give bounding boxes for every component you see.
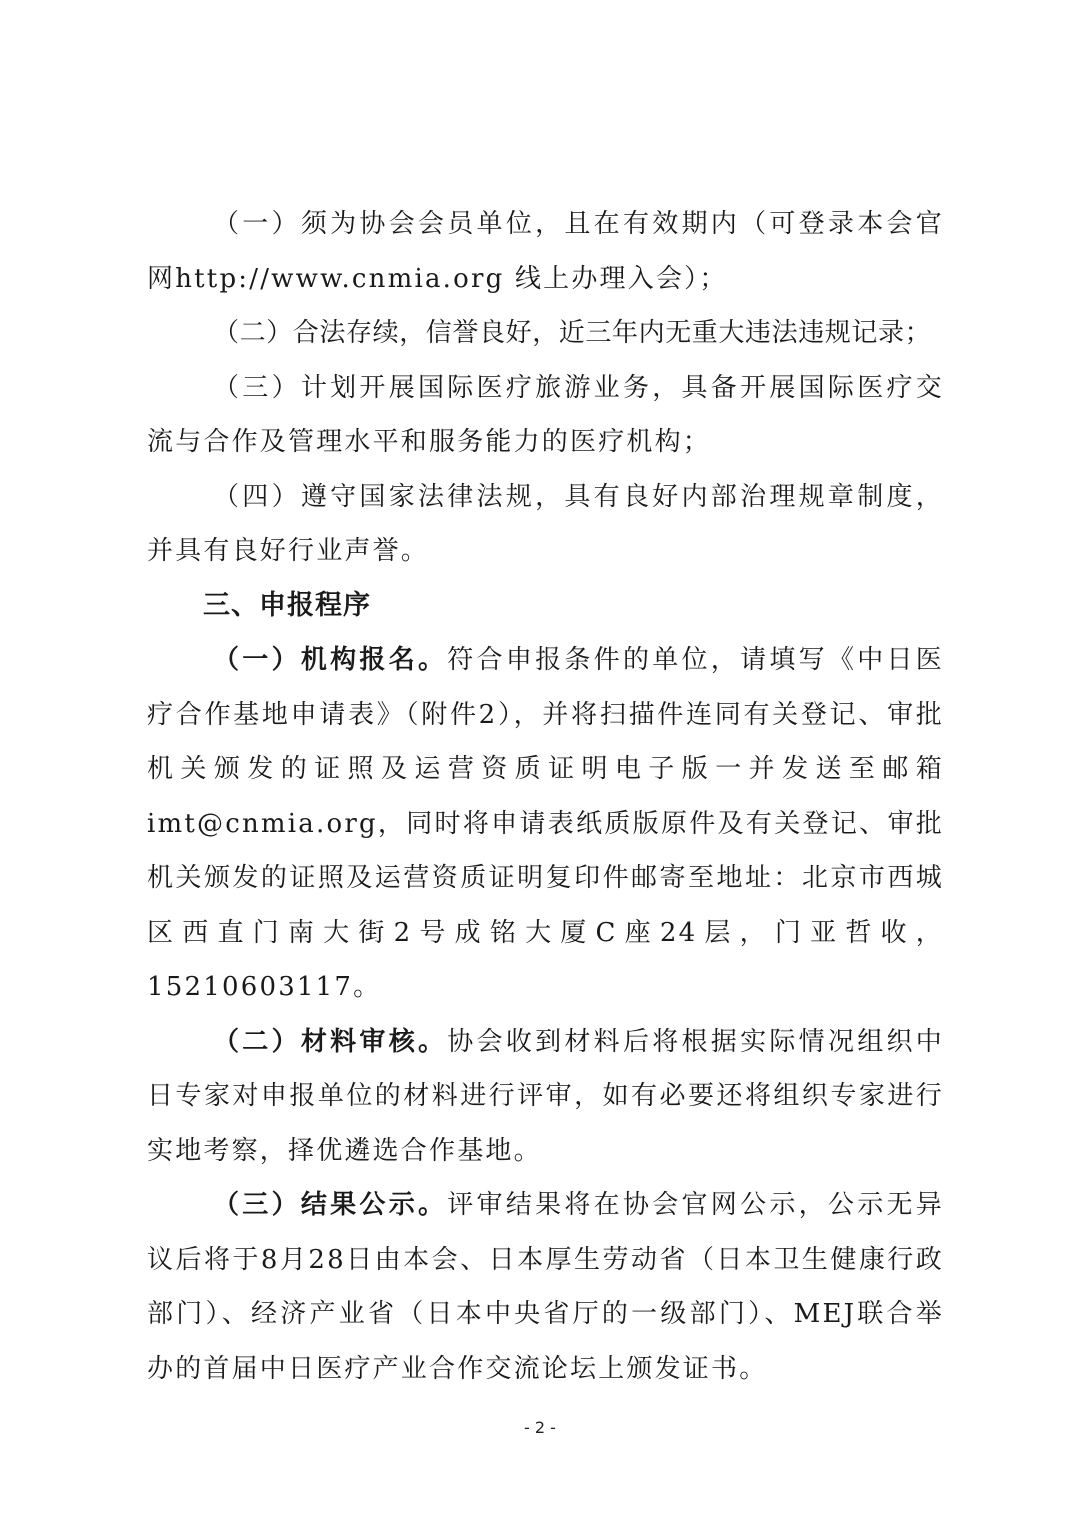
procedure-2-lead: （二）材料审核。 <box>213 1026 448 1057</box>
procedure-3-text: 评审结果将在协会官网公示，公示无异议后将于8月28日由本会、日本厚生劳动省（日本卫生健康行政部门）、经济产业省（日本中央省厅的一级部门）、MEJ联合举办的首届中日医疗产业合作交流论坛上颁发证书。 <box>147 1190 944 1384</box>
procedure-1 <box>147 633 944 1015</box>
procedure-2 <box>147 1015 944 1179</box>
procedure-3 <box>147 1178 944 1396</box>
requirement-4: （四）遵守国家法律法规，具有良好内部治理规章制度，并具有良好行业声誉。 <box>147 481 944 566</box>
requirement-3: （三）计划开展国际医疗旅游业务，具备开展国际医疗交流与合作及管理水平和服务能力的医疗机构； <box>147 372 944 457</box>
procedure-3-lead: （三）结果公示。 <box>213 1190 448 1220</box>
procedure-1-text: 符合申报条件的单位，请填写《中日医疗合作基地申请表》（附件2），并将扫描件连同有关登记、审批机关颁发的证照及运营资质证明电子版一并发送至邮箱imt@cnmia.org，同时将申请表纸质版原件及有关登记、审批机关颁发的证照及运营资质证明复印件邮寄至地址：北京市西城区西直门南大街2号成铭大厦C座24层，门亚哲收，15210603117。 <box>147 645 944 1002</box>
document-page <box>147 197 944 1396</box>
section-heading: 三、申报程序 <box>203 589 371 621</box>
procedure-2-text: 协会收到材料后将根据实际情况组织中日专家对申报单位的材料进行评审，如有必要还将组织专家进行实地考察，择优遴选合作基地。 <box>147 1026 944 1166</box>
procedure-1-lead: （一）机构报名。 <box>213 645 448 675</box>
requirement-1: （一）须为协会会员单位，且在有效期内（可登录本会官网http://www.cnmia.org 线上办理入会）； <box>147 209 944 294</box>
requirement-2: （二）合法存续，信誉良好，近三年内无重大违法违规记录； <box>213 318 932 348</box>
page-number: - 2 - <box>524 1418 556 1437</box>
